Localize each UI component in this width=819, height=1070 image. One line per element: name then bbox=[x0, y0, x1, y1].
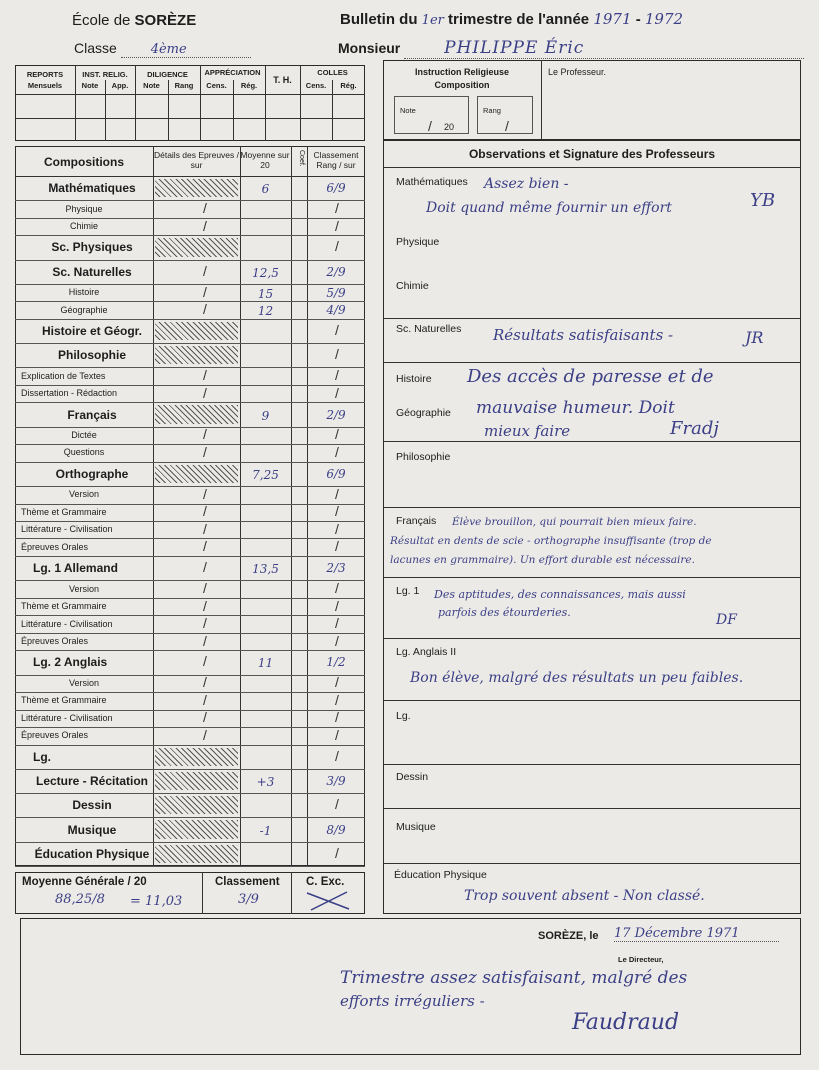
grade-rang: 8/9 bbox=[326, 822, 346, 837]
grade-moyenne: 9 bbox=[261, 408, 270, 423]
grade-row-label: Géographie bbox=[60, 304, 108, 315]
colles-header: COLLES bbox=[317, 68, 348, 77]
row-separator bbox=[15, 675, 365, 676]
rang-slash: / bbox=[335, 520, 339, 537]
details-slash: / bbox=[203, 200, 207, 217]
row-separator bbox=[15, 235, 365, 236]
classe-line bbox=[74, 40, 274, 58]
details-slash: / bbox=[203, 367, 207, 384]
grade-row-label: Littérature - Civilisation bbox=[21, 524, 113, 535]
grade-row-label: Lecture - Récitation bbox=[35, 773, 149, 788]
inst-rang-slash: / bbox=[505, 118, 509, 134]
obs-eps-label: Éducation Physique bbox=[394, 869, 487, 881]
obs-scnat-signature: JR bbox=[745, 328, 764, 347]
appreciation-header: APPRÉCIATION bbox=[204, 68, 261, 77]
obs-francais-text2: Résultat en dents de scie - orthographe insuffisante (trop de bbox=[390, 535, 712, 547]
rang-slash: / bbox=[335, 674, 339, 691]
details-slash: / bbox=[203, 632, 207, 649]
rang-slash: / bbox=[335, 217, 339, 234]
obs-francais-label: Français bbox=[396, 515, 437, 527]
classement-label: Classement bbox=[215, 876, 280, 888]
obs-francais-text3: lacunes en grammaire). Un effort durable est nécessaire. bbox=[390, 554, 695, 566]
obs-histoire-label: Histoire bbox=[396, 373, 432, 385]
inst-note-label: Note bbox=[400, 106, 416, 115]
row-separator bbox=[15, 367, 365, 368]
grade-row-label: Chimie bbox=[69, 221, 98, 232]
column-divider bbox=[291, 146, 292, 866]
grade-row-label: Thème et Grammaire bbox=[21, 695, 107, 706]
grade-rang: 1/2 bbox=[326, 655, 346, 670]
grade-rang: 5/9 bbox=[326, 285, 346, 300]
trimestre-label: trimestre de l'année bbox=[448, 11, 590, 28]
obs-physique-label: Physique bbox=[396, 236, 440, 248]
hatched-cell bbox=[155, 238, 238, 256]
row-separator bbox=[15, 319, 365, 320]
row-separator bbox=[15, 521, 365, 522]
details-header: Détails des Epreuves / sur bbox=[153, 150, 240, 170]
grade-row-label: Français bbox=[67, 407, 117, 422]
rang-slash: / bbox=[335, 844, 339, 861]
hatched-cell bbox=[155, 772, 238, 790]
grade-row-label: Littérature - Civilisation bbox=[21, 618, 113, 629]
school-label: École de bbox=[72, 12, 131, 29]
grade-rang: 6/9 bbox=[326, 181, 346, 196]
obs-geo-label: Géographie bbox=[396, 407, 451, 419]
inst-relig-header: INST. RELIG. bbox=[82, 70, 128, 79]
rang-slash: / bbox=[335, 503, 339, 520]
professeur-label: Le Professeur. bbox=[548, 67, 607, 77]
compositions-header: Compositions bbox=[44, 155, 124, 169]
colles-cens-header: Cens. bbox=[305, 81, 327, 90]
school-name: SORÈZE bbox=[134, 12, 197, 29]
hatched-cell bbox=[155, 346, 238, 364]
coef-header: Coef. bbox=[298, 150, 305, 167]
obs-hist-text3: mieux faire bbox=[484, 422, 571, 440]
row-separator bbox=[15, 504, 365, 505]
dil-note-header: Note bbox=[143, 81, 160, 90]
grade-row-label: Mathématiques bbox=[48, 181, 136, 196]
grade-row-label: Histoire et Géogr. bbox=[41, 324, 143, 338]
rang-slash: / bbox=[335, 580, 339, 597]
grade-rang: 2/3 bbox=[326, 561, 346, 576]
rang-slash: / bbox=[335, 597, 339, 614]
grade-row-label: Lg. bbox=[33, 749, 51, 764]
details-slash: / bbox=[203, 597, 207, 614]
reports-header: REPORTS bbox=[26, 70, 64, 79]
director-comment1: Trimestre assez satisfaisant, malgré des bbox=[340, 968, 688, 988]
row-separator bbox=[15, 218, 365, 219]
column-divider bbox=[153, 146, 154, 866]
inst-note-denominator: 20 bbox=[444, 122, 455, 132]
observations-title: Observations et Signature des Professeurs bbox=[468, 147, 716, 161]
footer-place-label: SORÈZE, le bbox=[538, 930, 599, 942]
obs-math-text2: Doit quand même fournir un effort bbox=[426, 200, 672, 216]
dil-rang-header: Rang bbox=[174, 81, 194, 90]
hatched-cell bbox=[155, 796, 238, 814]
grade-row-label: Dissertation - Rédaction bbox=[21, 388, 118, 399]
rang-slash: / bbox=[335, 384, 339, 401]
hatched-cell bbox=[155, 405, 238, 423]
student-name: PHILIPPE Éric bbox=[404, 38, 804, 59]
grade-row-label: Orthographe bbox=[55, 466, 129, 481]
rang-slash: / bbox=[335, 485, 339, 502]
row-separator bbox=[15, 538, 365, 539]
directeur-label: Le Directeur, bbox=[618, 955, 664, 964]
director-signature: Faudraud bbox=[572, 1010, 680, 1035]
grade-row-label: Dessin bbox=[72, 798, 112, 813]
obs-math-label: Mathématiques bbox=[396, 176, 468, 188]
details-slash: / bbox=[203, 283, 207, 300]
row-separator bbox=[15, 200, 365, 201]
grade-rang: 2/9 bbox=[326, 264, 346, 279]
details-slash: / bbox=[203, 443, 207, 460]
obs-lg1-text1: Des aptitudes, des connaissances, mais aussi bbox=[434, 588, 686, 601]
obs-chimie-label: Chimie bbox=[396, 280, 429, 292]
obs-math-signature: YB bbox=[750, 190, 776, 211]
obs-lg2-text: Bon élève, malgré des résultats un peu faibles. bbox=[410, 670, 744, 686]
grade-row-label: Épreuves Orales bbox=[21, 541, 89, 552]
classe-value: 4ème bbox=[121, 42, 251, 58]
obs-scnat-text: Résultats satisfaisants - bbox=[493, 326, 674, 344]
row-separator bbox=[15, 633, 365, 634]
row-separator bbox=[15, 710, 365, 711]
row-separator bbox=[15, 462, 365, 463]
obs-math-text1: Assez bien - bbox=[484, 176, 569, 192]
obs-lg1-signature: DF bbox=[716, 612, 737, 628]
grade-rang: 4/9 bbox=[326, 303, 346, 318]
classe-label: Classe bbox=[74, 40, 117, 56]
inst-note-header: Note bbox=[81, 81, 99, 90]
details-slash: / bbox=[203, 520, 207, 537]
inst-app-header: App. bbox=[111, 81, 129, 90]
hatched-cell bbox=[155, 748, 238, 766]
bulletin-label: Bulletin du bbox=[340, 11, 418, 28]
row-separator bbox=[15, 692, 365, 693]
grade-row-label: Éducation Physique bbox=[34, 846, 150, 861]
details-slash: / bbox=[203, 580, 207, 597]
row-separator bbox=[15, 343, 365, 344]
obs-musique-label: Musique bbox=[396, 821, 436, 833]
obs-eps-text: Trop souvent absent - Non classé. bbox=[464, 888, 705, 904]
grade-row-label: Version bbox=[68, 583, 100, 594]
hatched-cell bbox=[155, 179, 238, 197]
obs-hist-text2: mauvaise humeur. Doit bbox=[476, 398, 675, 418]
director-comment2: efforts irréguliers - bbox=[340, 992, 485, 1010]
grade-row-label: Philosophie bbox=[57, 348, 126, 363]
rang-slash: / bbox=[335, 426, 339, 443]
rang-slash: / bbox=[335, 200, 339, 217]
grade-row-label: Épreuves Orales bbox=[21, 636, 89, 646]
row-separator bbox=[15, 444, 365, 445]
row-separator bbox=[15, 842, 365, 843]
monsieur-label: Monsieur bbox=[338, 40, 401, 56]
moyenne-header: Moyenne sur 20 bbox=[240, 150, 290, 170]
row-separator bbox=[15, 817, 365, 818]
details-slash: / bbox=[203, 691, 207, 708]
obs-hist-text1: Des accès de paresse et de bbox=[467, 366, 714, 387]
row-separator bbox=[15, 793, 365, 794]
inst-rang-label: Rang bbox=[483, 106, 501, 115]
row-separator bbox=[15, 598, 365, 599]
grade-moyenne: 15 bbox=[257, 286, 274, 301]
rang-slash: / bbox=[335, 322, 339, 338]
grade-rang: 2/9 bbox=[326, 407, 346, 422]
trimestre-value: 1er bbox=[421, 13, 444, 28]
inst-note-slash: / bbox=[428, 118, 432, 134]
obs-scnat-label: Sc. Naturelles bbox=[396, 323, 462, 335]
rang-slash: / bbox=[335, 796, 339, 813]
obs-hist-signature: Fradj bbox=[670, 418, 719, 439]
row-separator bbox=[15, 385, 365, 386]
details-slash: / bbox=[203, 217, 207, 234]
grade-moyenne: -1 bbox=[259, 823, 272, 838]
header-separator bbox=[15, 176, 365, 177]
grade-row-label: Épreuves Orales bbox=[21, 730, 89, 741]
grade-row-label: Sc. Physiques bbox=[51, 240, 133, 255]
cexc-label: C. Exc. bbox=[306, 876, 345, 888]
details-slash: / bbox=[203, 709, 207, 726]
moyenne-generale-label: Moyenne Générale / 20 bbox=[22, 876, 147, 888]
row-separator bbox=[15, 615, 365, 616]
details-slash: / bbox=[203, 615, 207, 631]
details-slash: / bbox=[203, 262, 207, 279]
row-separator bbox=[15, 727, 365, 728]
obs-lg1-text2: parfois des étourderies. bbox=[438, 606, 571, 619]
details-slash: / bbox=[203, 559, 207, 576]
grade-row-label: Explication de Textes bbox=[21, 370, 106, 381]
rang-slash: / bbox=[335, 367, 339, 384]
grade-rang: 6/9 bbox=[326, 466, 346, 481]
app-reg-header: Rég. bbox=[240, 81, 258, 90]
composition-title: Composition bbox=[434, 80, 490, 90]
obs-lg1-label: Lg. 1 bbox=[396, 585, 420, 597]
obs-dessin-label: Dessin bbox=[396, 771, 429, 783]
details-slash: / bbox=[203, 503, 207, 520]
details-slash: / bbox=[203, 426, 207, 443]
rang-slash: / bbox=[335, 346, 339, 363]
grade-row-label: Thème et Grammaire bbox=[21, 506, 107, 517]
rang-slash: / bbox=[335, 615, 339, 631]
rang-slash: / bbox=[335, 726, 339, 743]
bulletin-title: Bulletin du 1er trimestre de l'année 1971 - 1972 bbox=[340, 10, 684, 28]
obs-philo-label: Philosophie bbox=[396, 451, 451, 463]
details-slash: / bbox=[203, 653, 207, 670]
obs-lg2-label: Lg. Anglais II bbox=[396, 646, 457, 658]
grade-row-label: Lg. 2 Anglais bbox=[33, 655, 108, 670]
rang-slash: / bbox=[335, 538, 339, 555]
rang-slash: / bbox=[335, 747, 339, 764]
rang-slash: / bbox=[335, 632, 339, 649]
details-slash: / bbox=[203, 384, 207, 401]
details-slash: / bbox=[203, 726, 207, 743]
details-slash: / bbox=[203, 538, 207, 555]
moyenne-value: = 11,03 bbox=[130, 894, 183, 909]
rang-slash: / bbox=[335, 238, 339, 255]
grade-row-label: Sc. Naturelles bbox=[52, 264, 132, 279]
monsieur-line bbox=[338, 38, 804, 59]
mensuels-header: Mensuels bbox=[27, 81, 63, 90]
classement-value: 3/9 bbox=[238, 892, 259, 907]
grade-row-label: Lg. 1 Allemand bbox=[33, 561, 118, 576]
diligence-header: DILIGENCE bbox=[147, 70, 188, 79]
app-cens-header: Cens. bbox=[206, 81, 227, 90]
column-divider bbox=[307, 146, 308, 866]
colles-reg-header: Rég. bbox=[340, 81, 357, 90]
grade-rang: 3/9 bbox=[326, 773, 346, 788]
grade-row-label: Version bbox=[68, 677, 100, 688]
obs-lg-label: Lg. bbox=[396, 710, 411, 722]
row-separator bbox=[15, 769, 365, 770]
row-separator bbox=[15, 650, 365, 651]
hatched-cell bbox=[155, 820, 238, 838]
row-separator bbox=[15, 260, 365, 261]
footer-date: 17 Décembre 1971 bbox=[614, 926, 779, 942]
grade-moyenne: 12 bbox=[257, 304, 274, 319]
instruction-title: Instruction Religieuse bbox=[414, 67, 510, 77]
details-slash: / bbox=[203, 674, 207, 691]
grade-row-label: Questions bbox=[63, 447, 105, 458]
hatched-cell bbox=[155, 322, 238, 340]
hatched-cell bbox=[155, 465, 238, 483]
th-header: T. H. bbox=[273, 75, 292, 85]
year-start: 1971 bbox=[593, 10, 632, 28]
year-end: 1972 bbox=[644, 10, 684, 28]
rang-slash: / bbox=[335, 691, 339, 708]
row-separator bbox=[15, 866, 365, 867]
row-separator bbox=[15, 556, 365, 557]
grade-moyenne: 13,5 bbox=[252, 562, 279, 577]
grade-moyenne: 6 bbox=[261, 182, 270, 197]
row-separator bbox=[15, 486, 365, 487]
row-separator bbox=[15, 745, 365, 746]
details-slash: / bbox=[203, 301, 207, 318]
grade-row-label: Littérature - Civilisation bbox=[21, 712, 113, 723]
cexc-cross-mark bbox=[303, 890, 353, 912]
grade-row-label: Histoire bbox=[68, 287, 100, 298]
rang-slash: / bbox=[335, 443, 339, 460]
classement-header: Classement Rang / sur bbox=[313, 150, 359, 170]
grade-moyenne: 7,25 bbox=[252, 467, 279, 482]
grade-row-label: Version bbox=[68, 489, 100, 500]
column-divider bbox=[240, 146, 241, 866]
row-separator bbox=[15, 402, 365, 403]
grade-row-label: Physique bbox=[65, 203, 103, 214]
grade-row-label: Musique bbox=[67, 822, 117, 837]
details-slash: / bbox=[203, 485, 207, 502]
school-title bbox=[72, 12, 196, 29]
obs-francais-text1: Élève brouillon, qui pourrait bien mieux faire. bbox=[452, 516, 697, 528]
grade-moyenne: +3 bbox=[256, 774, 275, 789]
row-separator bbox=[15, 427, 365, 428]
grade-moyenne: 11 bbox=[257, 656, 274, 671]
grade-row-label: Thème et Grammaire bbox=[21, 601, 107, 612]
moyenne-calc: 88,25/8 bbox=[55, 892, 105, 907]
hatched-cell bbox=[155, 845, 238, 863]
grade-moyenne: 12,5 bbox=[252, 265, 279, 280]
rang-slash: / bbox=[335, 709, 339, 726]
grade-row-label: Dictée bbox=[71, 429, 97, 440]
row-separator bbox=[15, 580, 365, 581]
